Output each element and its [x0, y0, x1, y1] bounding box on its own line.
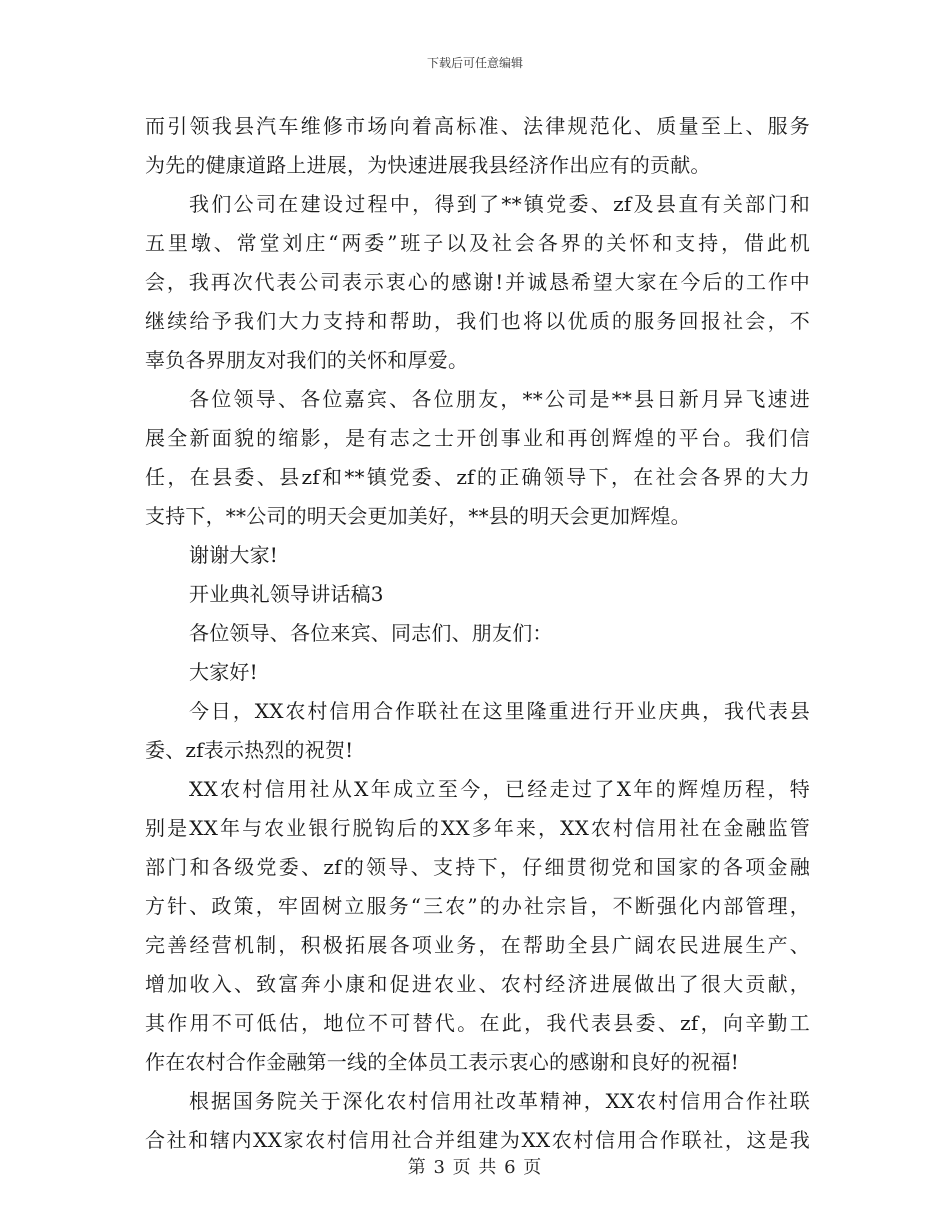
greeting-line: 大家好!: [189, 660, 258, 684]
paragraph-start-line: XX农村信用社从X年成立至今，已经走过了X年的辉煌历程，特: [189, 777, 810, 801]
text-line: 完善经营机制，积极拓展各项业务，在帮助全县广阔农民进展生产、: [145, 933, 810, 957]
text-line: 任，在县委、县zf和**镇党委、zf的正确领导下，在社会各界的大力: [145, 465, 810, 489]
paragraph-start-line: 今日，XX农村信用合作联社在这里隆重进行开业庆典，我代表县: [189, 699, 810, 723]
page-number-footer: 第 3 页 共 6 页: [407, 1157, 543, 1178]
text-line: 方针、政策，牢固树立服务“三农”的办社宗旨，不断强化内部管理，: [145, 894, 810, 918]
closing-line: 谢谢大家!: [189, 543, 279, 567]
section-title: 开业典礼领导讲话稿3: [189, 582, 384, 606]
text-line: 别是XX年与农业银行脱钩后的XX多年来，XX农村信用社在金融监管: [145, 816, 810, 840]
text-line: 委、zf表示热烈的祝贺!: [145, 738, 354, 762]
text-line: 展全新面貌的缩影，是有志之士开创事业和再创辉煌的平台。我们信: [145, 426, 810, 450]
paragraph-start-line: 各位领导、各位嘉宾、各位朋友，**公司是**县日新月异飞速进: [189, 387, 810, 411]
text-line: 会，我再次代表公司表示衷心的感谢!并诚恳希望大家在今后的工作中: [145, 270, 810, 294]
text-line: 支持下，**公司的明天会更加美好，**县的明天会更加辉煌。: [145, 504, 691, 528]
page-header: 下载后可任意编辑: [426, 56, 523, 70]
text-line: 而引领我县汽车维修市场向着高标准、法律规范化、质量至上、服务: [145, 114, 810, 138]
text-line: 辜负各界朋友对我们的关怀和厚爱。: [145, 348, 469, 372]
text-line: 为先的健康道路上进展，为快速进展我县经济作出应有的贡献。: [145, 153, 711, 177]
text-line: 继续给予我们大力支持和帮助，我们也将以优质的服务回报社会，不: [145, 309, 810, 333]
text-line: 增加收入、致富奔小康和促进农业、农村经济进展做出了很大贡献，: [145, 972, 810, 996]
paragraph-start-line: 我们公司在建设过程中，得到了**镇党委、zf及县直有关部门和: [189, 192, 810, 216]
salutation-line: 各位领导、各位来宾、同志们、朋友们：: [189, 621, 553, 645]
text-line: 五里墩、常堂刘庄“两委”班子以及社会各界的关怀和支持，借此机: [145, 231, 810, 255]
paragraph-start-line: 根据国务院关于深化农村信用社改革精神，XX农村信用合作社联: [189, 1089, 810, 1113]
text-line: 合社和辖内XX家农村信用社合并组建为XX农村信用合作联社，这是我: [145, 1128, 810, 1152]
document-body: [145, 107, 810, 1160]
text-line: 部门和各级党委、zf的领导、支持下，仔细贯彻党和国家的各项金融: [145, 855, 810, 879]
text-line: 作在农村合作金融第一线的全体员工表示衷心的感谢和良好的祝福!: [145, 1050, 740, 1074]
text-line: 其作用不可低估，地位不可替代。在此，我代表县委、zf，向辛勤工: [145, 1011, 810, 1035]
